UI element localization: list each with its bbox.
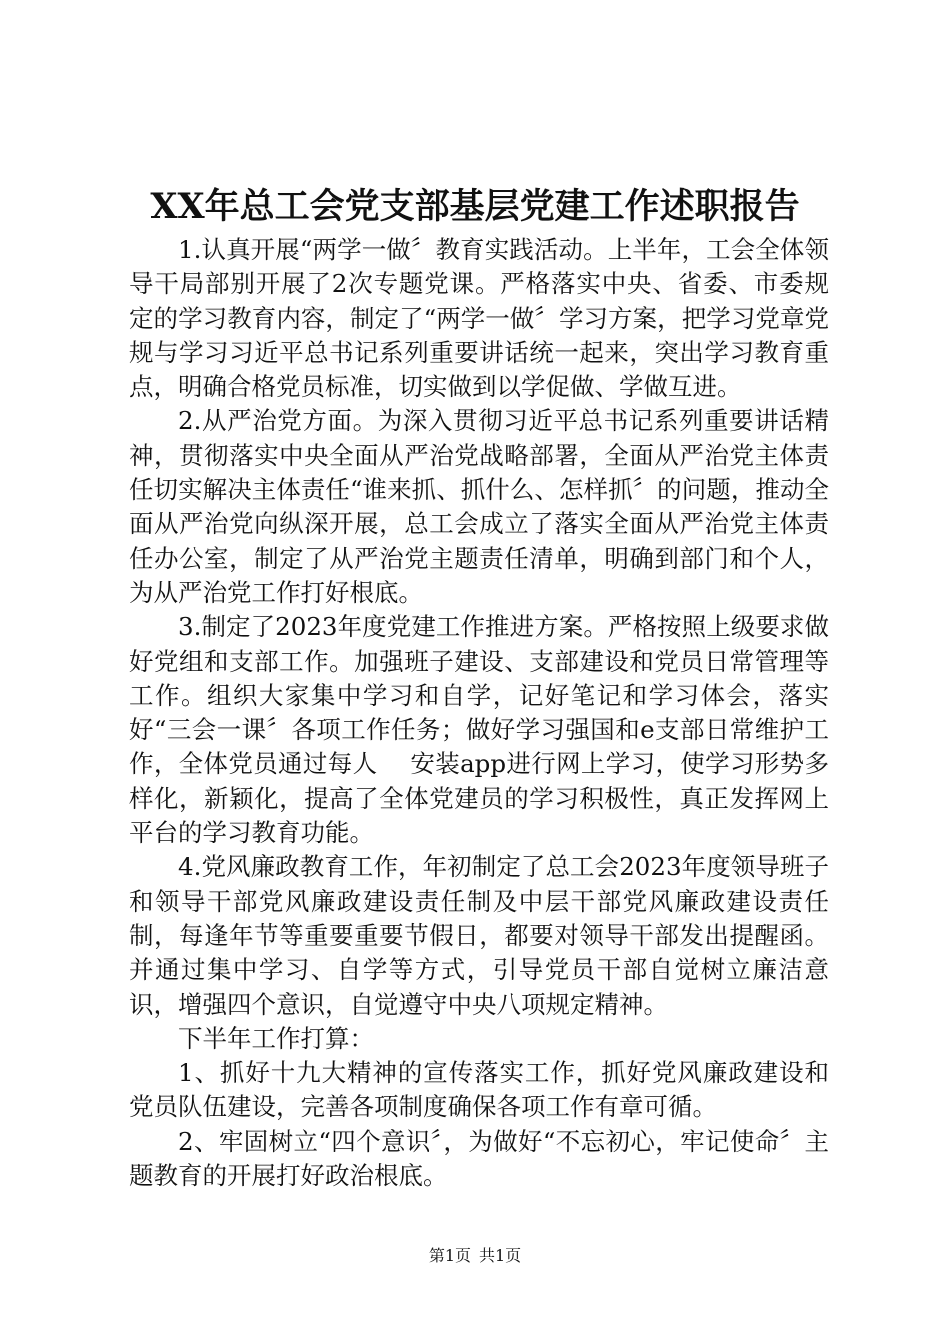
- paragraph-4: 4.党风廉政教育工作，年初制定了总工会2023年度领导班子和领导干部党风廉政建设责任制及中层干部党风廉政建设责任制，每逢年节等重要重要节假日，都要对领导干部发出提醒函。并通过集中学习、自学等方式，引导党员干部自觉树立廉洁意识，增强四个意识，自觉遵守中央八项规定精神。: [129, 852, 829, 1019]
- plan-item-2: 2、牢固树立“四个意识〞，为做好“不忘初心，牢记使命〞主题教育的开展打好政治根底。: [129, 1126, 829, 1191]
- plan-item-1: 1、抓好十九大精神的宣传落实工作，抓好党风廉政建设和党员队伍建设，完善各项制度确保各项工作有章可循。: [129, 1058, 829, 1122]
- section-heading-next-half: 下半年工作打算：: [178, 1023, 374, 1053]
- document-title: XX年总工会党支部基层党建工作述职报告: [150, 186, 800, 227]
- page-footer: [0, 1244, 950, 1268]
- paragraph-1: 1.认真开展“两学一做〞教育实践活动。上半年，工会全体领导干局部别开展了2次专题党课。严格落实中央、省委、市委规定的学习教育内容，制定了“两学一做〞学习方案，把学习党章党规与学习习近平总书记系列重要讲话统一起来，突出学习教育重点，明确合格党员标准，切实做到以学促做、学做互进。: [129, 235, 829, 402]
- page-number: 第1页: [428, 1246, 471, 1265]
- document-body: [129, 233, 829, 1193]
- page-total: 共1页: [479, 1246, 522, 1265]
- paragraph-2: 2.从严治党方面。为深入贯彻习近平总书记系列重要讲话精神，贯彻落实中央全面从严治党战略部署，全面从严治党主体责任切实解决主体责任“谁来抓、抓什么、怎样抓〞的问题，推动全面从严治党向纵深开展，总工会成立了落实全面从严治党主体责任办公室，制定了从严治党主题责任清单，明确到部门和个人，为从严治党工作打好根底。: [129, 406, 829, 607]
- paragraph-3: 3.制定了2023年度党建工作推进方案。严格按照上级要求做好党组和支部工作。加强班子建设、支部建设和党员日常管理等工作。组织大家集中学习和自学，记好笔记和学习体会，落实好“三会一课〞各项工作任务；做好学习强国和e支部日常维护工作，全体党员通过每人 安装app进行网上学习，使学习形势多样化，新颖化，提高了全体党建员的学习积极性，真正发挥网上平台的学习教育功能。: [129, 612, 829, 848]
